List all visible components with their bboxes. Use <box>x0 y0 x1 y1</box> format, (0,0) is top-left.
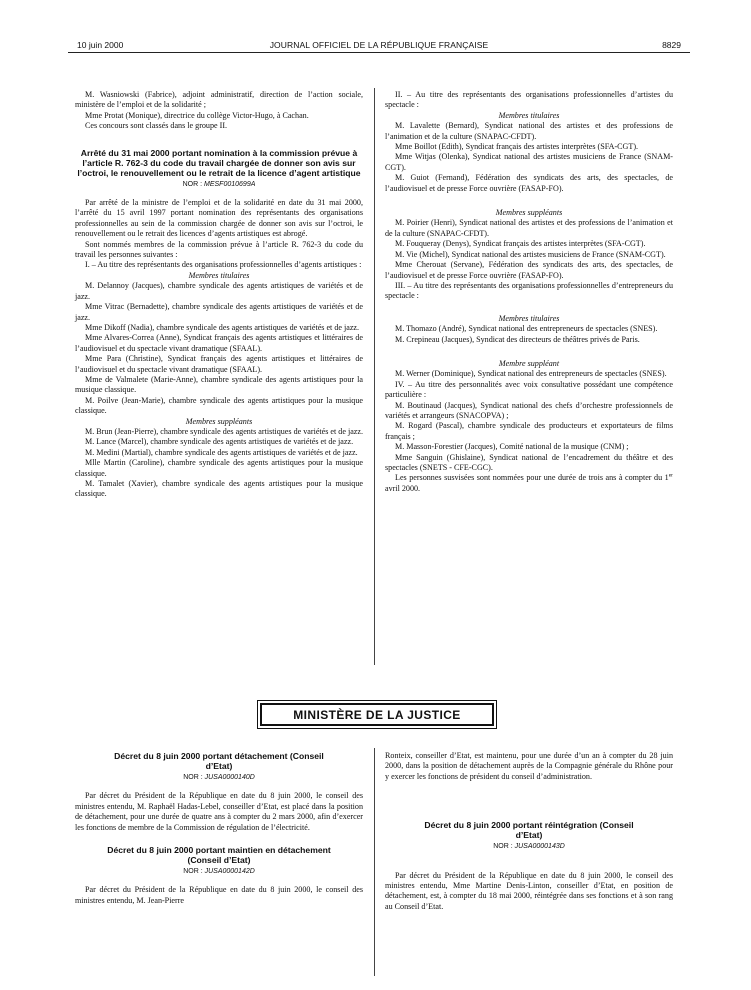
subheading: Membres suppléants <box>185 416 253 426</box>
list-item: Mme Vitrac (Bernadette), chambre syndicale des agents artistiques de variétés et de jazz. <box>75 302 363 322</box>
list-item: Mme Witjas (Olenka), Syndicat national des artistes musiciens de France (SNAM-CGT). <box>385 152 673 172</box>
list-item: M. Fouqueray (Denys), Syndicat français des artistes interprètes (SFA-CGT). <box>395 239 646 249</box>
header-journal-title: JOURNAL OFFICIEL DE LA RÉPUBLIQUE FRANÇAISE <box>269 40 489 50</box>
list-item: M. Vie (Michel), Syndicat national des artistes musiciens de France (SNAM-CGT). <box>395 249 666 259</box>
list-item: Mme Dikoff (Nadia), chambre syndicale des agents artistiques de variétés et de jazz. <box>85 322 360 332</box>
list-item: Mme Para (Christine), Syndicat français des agents artistiques et littéraires de l’audiovisuel et du spectacle vivant dramatique (SFAAL). <box>75 354 363 374</box>
subheading: Membre suppléant <box>498 358 560 368</box>
arrete-nor <box>75 180 363 190</box>
subheading: Membres titulaires <box>188 270 250 280</box>
paragraph: I. – Au titre des représentants des organisations professionnelles d’agents artistiques : <box>85 260 362 270</box>
left-column <box>75 90 363 500</box>
list-item: M. Poirier (Henri), Syndicat national des artistes et des professions de l’animation et de la culture (SNAPAC-CFDT). <box>385 218 673 238</box>
subheading: Membres titulaires <box>498 110 560 120</box>
list-item: M. Thomazo (André), Syndicat national des entrepreneurs de spectacles (SNES). <box>395 324 658 334</box>
decree-title: Décret du 8 juin 2000 portant réintégration (Conseil d’Etat) <box>424 820 634 841</box>
lower-right-column <box>385 751 673 912</box>
arrete-title: Arrêté du 31 mai 2000 portant nomination à la commission prévue à l’article R. 762-3 du code du travail chargée de donner son avis sur l’octroi, le renouvellement ou le retrait de la licence d’agent artistique <box>77 147 361 178</box>
nor-label: NOR : <box>183 774 203 781</box>
ministry-heading: MINISTÈRE DE LA JUSTICE <box>260 703 494 726</box>
list-item: Mme Cherouat (Servane), Fédération des syndicats des arts, des spectacles, de l’audiovisuel et de presse Force ouvrière (FASAP-FO). <box>385 260 673 280</box>
right-column <box>385 90 673 494</box>
decree-title: Décret du 8 juin 2000 portant maintien en détachement (Conseil d’Etat) <box>107 845 331 866</box>
nor-label: NOR : <box>493 843 513 851</box>
list-item: M. Lavalette (Bernard), Syndicat national des artistes et des professions de l’animation et de la culture (SNAPAC-CFDT). <box>385 121 673 141</box>
nor-code: JUSA0000140D <box>204 774 255 781</box>
paragraph: III. – Au titre des représentants des organisations professionnelles d’entrepreneurs du spectacle : <box>385 280 673 301</box>
paragraph <box>385 473 673 494</box>
list-item: Mme Alvares-Correa (Anne), Syndicat français des agents artistiques et littéraires de l’audiovisuel et du spectacle vivant dramatique (SFAAL). <box>75 333 363 353</box>
list-item: Mme Boillot (Edith), Syndicat français des artistes interprètes (SFA-CGT). <box>395 142 639 152</box>
nor-code: MESF0010699A <box>204 180 256 188</box>
list-item: M. Poilve (Jean-Marie), chambre syndicale des agents artistiques pour la musique classique. <box>75 395 363 416</box>
column-divider <box>374 88 375 665</box>
paragraph: Sont nommés membres de la commission prévue à l’article R. 762-3 du code du travail les personnes suivantes : <box>75 239 363 260</box>
header-rule <box>68 52 690 53</box>
subheading: Membres suppléants <box>495 208 563 218</box>
header-date: 10 juin 2000 <box>77 40 124 50</box>
decree-nor <box>75 867 363 877</box>
ministry-heading-box <box>257 700 497 729</box>
nor-code: JUSA0000143D <box>514 843 565 851</box>
closing-text: Les personnes susvisées sont nommées pour une durée de trois ans à compter du 1 <box>395 473 669 483</box>
list-item: M. Masson-Forestier (Jacques), Comité national de la musique (CNM) ; <box>395 442 629 452</box>
paragraph: Mme Protat (Monique), directrice du collège Victor-Hugo, à Cachan. <box>85 110 309 120</box>
list-item: M. Werner (Dominique), Syndicat national des entrepreneurs de spectacles (SNES). <box>395 369 667 379</box>
lower-left-column <box>75 751 363 906</box>
paragraph: Par décret du Président de la République en date du 8 juin 2000, le conseil des ministres entendu, Mme Martine Denis-Linton, conseiller d’Etat, en position de détachement, est, à compter du 18 mai 2000, réintégrée dans ses fonctions et à son rang au Conseil d’Etat. <box>385 870 673 911</box>
subheading: Membres titulaires <box>498 313 560 323</box>
paragraph: II. – Au titre des représentants des organisations professionnelles d’artistes du spectacle : <box>385 90 673 110</box>
list-item: M. Lance (Marcel), chambre syndicale des agents artistiques de variétés et de jazz. <box>85 437 354 447</box>
nor-label: NOR : <box>182 180 203 188</box>
list-item: M. Brun (Jean-Pierre), chambre syndicale des agents artistiques de variétés et de jazz. <box>85 426 364 436</box>
nor-code: JUSA0000142D <box>204 868 255 876</box>
list-item: M. Tamalet (Xavier), chambre syndicale des agents artistiques pour la musique classique. <box>75 479 363 499</box>
list-item: Mme Sanguin (Ghislaine), Syndicat national de l’encadrement du théâtre et des spectacles (SNETS - CFE-CGC). <box>385 452 673 472</box>
decree-title: Décret du 8 juin 2000 portant détachement (Conseil d’Etat) <box>114 751 324 771</box>
paragraph: Ces concours sont classés dans le groupe II. <box>85 121 228 131</box>
list-item: M. Rogard (Pascal), chambre syndicale des producteurs et exportateurs de films français ; <box>385 421 673 441</box>
header-page-number: 8829 <box>662 40 681 50</box>
list-item: M. Medini (Martial), chambre syndicale des agents artistiques de variétés et de jazz. <box>85 447 358 457</box>
paragraph: M. Wasniowski (Fabrice), adjoint administratif, direction de l’action sociale, ministère de l’emploi et de la solidarité ; <box>75 90 363 110</box>
list-item: Mme de Valmalete (Marie-Anne), chambre syndicale des agents artistiques pour la musique classique. <box>75 374 363 395</box>
list-item: M. Delannoy (Jacques), chambre syndicale des agents artistiques de variétés et de jazz. <box>75 281 363 301</box>
paragraph: Par décret du Président de la République en date du 8 juin 2000, le conseil des ministres entendu, M. Jean-Pierre <box>75 885 363 905</box>
decree-nor <box>75 773 363 783</box>
paragraph: IV. – Au titre des personnalités avec voix consultative possédant une compétence particulière : <box>385 379 673 400</box>
list-item: M. Crepineau (Jacques), Syndicat des directeurs de théâtres privés de Paris. <box>395 334 640 344</box>
closing-text-end: avril 2000. <box>385 483 421 493</box>
ordinal-suffix: er <box>668 472 673 479</box>
list-item: M. Boutinaud (Jacques), Syndicat national des chefs d’orchestre professionnels de variétés et arrangeurs (SNACOPVA) ; <box>385 400 673 420</box>
nor-label: NOR : <box>183 868 203 876</box>
list-item: M. Guiot (Fernand), Fédération des syndicats des arts, des spectacles, de l’audiovisuel et de presse Force ouvrière (FASAP-FO). <box>385 173 673 193</box>
paragraph: Par arrêté de la ministre de l’emploi et de la solidarité en date du 31 mai 2000, l’arrêté du 15 avril 1997 portant nomination des représentants des organisations professionnelles au sein de la commission chargée de donner son avis sur l’octroi, le renouvellement ou le retrait des licences d’agents artistiques est abrogé. <box>75 198 363 239</box>
lower-column-divider <box>374 748 375 976</box>
decree-nor <box>385 842 673 852</box>
paragraph: Par décret du Président de la République en date du 8 juin 2000, le conseil des ministres entendu, M. Raphaël Hadas-Lebel, conseiller d’Etat, est placé dans la position de détachement, pour une durée de quatre ans à compter du 2 mars 2000, afin d’exercer les fonctions de membre de la Commission de régulation de l’électricité. <box>75 791 363 832</box>
list-item: Mlle Martin (Caroline), chambre syndicale des agents artistiques pour la musique classique. <box>75 458 363 478</box>
paragraph: Ronteix, conseiller d’Etat, est maintenu, pour une durée d’un an à compter du 28 juin 2000, dans la position de détachement auprès de la Compagnie générale du Rhône pour y exercer les fonctions de président du conseil d’administration. <box>385 751 673 781</box>
